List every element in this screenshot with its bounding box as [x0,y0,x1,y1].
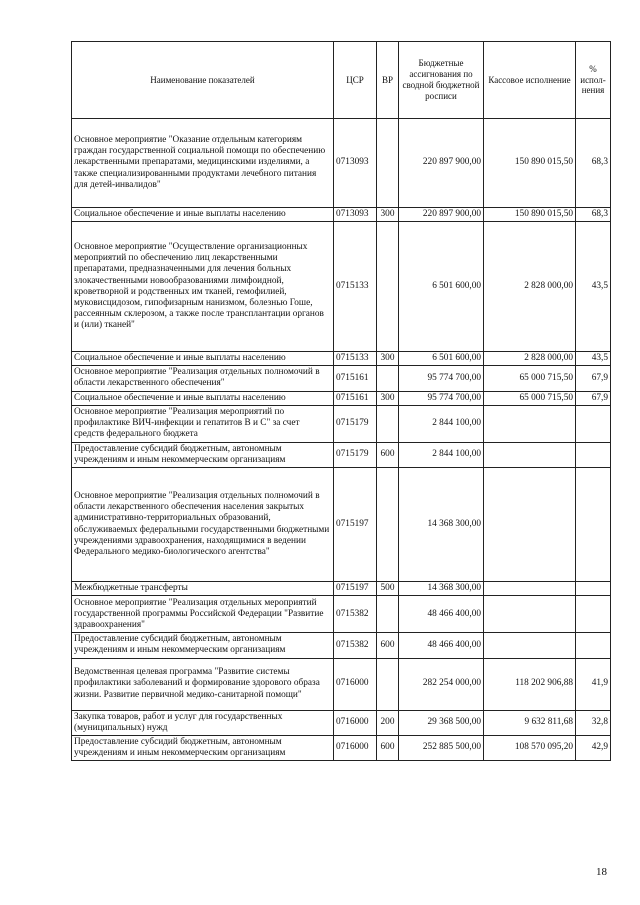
row-percent: 68,3 [576,208,611,222]
header-csr: ЦСР [334,42,377,119]
row-name: Предоставление субсидий бюджетным, автономным учреждениям и иным некоммерческим организациям [72,735,334,760]
row-csr: 0715179 [334,442,377,467]
row-vr [377,119,399,208]
row-vr: 300 [377,391,399,405]
table-row [72,222,611,352]
table-row [72,366,611,391]
table-row [72,710,611,735]
row-cash [484,596,576,633]
row-assigned: 29 368 500,00 [399,710,484,735]
row-vr: 600 [377,735,399,760]
row-vr: 300 [377,352,399,366]
row-assigned: 2 844 100,00 [399,442,484,467]
header-percent: % испол-нения [576,42,611,119]
row-percent [576,633,611,658]
row-cash: 118 202 906,88 [484,658,576,710]
table-row [72,442,611,467]
row-name: Социальное обеспечение и иные выплаты населению [72,352,334,366]
row-percent [576,596,611,633]
row-vr: 500 [377,582,399,596]
row-csr: 0716000 [334,710,377,735]
row-name: Предоставление субсидий бюджетным, автономным учреждениям и иным некоммерческим организациям [72,442,334,467]
row-csr: 0713093 [334,208,377,222]
row-cash: 2 828 000,00 [484,222,576,352]
row-cash: 9 632 811,68 [484,710,576,735]
row-percent [576,442,611,467]
row-name: Социальное обеспечение и иные выплаты населению [72,391,334,405]
row-percent [576,582,611,596]
row-vr: 600 [377,633,399,658]
row-name: Предоставление субсидий бюджетным, автономным учреждениям и иным некоммерческим организациям [72,633,334,658]
row-percent: 43,5 [576,352,611,366]
row-cash: 2 828 000,00 [484,352,576,366]
table-row [72,658,611,710]
row-vr [377,366,399,391]
row-name: Основное мероприятие "Реализация отдельных полномочий в области лекарственного обеспечения населения закрытых административно-территориальных образований, обслуживаемых федеральными государственными бюджетными учреждениями здравоохранения, находящимися в ведении Федерального медико-биологического агентства" [72,468,334,582]
row-percent [576,468,611,582]
row-assigned: 220 897 900,00 [399,119,484,208]
row-name: Основное мероприятие "Реализация отдельных полномочий в области лекарственного обеспечения" [72,366,334,391]
row-percent: 67,9 [576,366,611,391]
row-percent: 43,5 [576,222,611,352]
row-assigned: 48 466 400,00 [399,633,484,658]
row-cash: 65 000 715,50 [484,366,576,391]
row-name: Основное мероприятие "Оказание отдельным категориям граждан государственной социальной помощи по обеспечению лекарственными препаратами, медицинскими изделиями, а также специализированными продуктами лечебного питания для детей-инвалидов" [72,119,334,208]
row-csr: 0715161 [334,366,377,391]
table-row [72,119,611,208]
row-assigned: 2 844 100,00 [399,405,484,442]
row-cash [484,405,576,442]
row-csr: 0715161 [334,391,377,405]
row-csr: 0713093 [334,119,377,208]
row-csr: 0715133 [334,222,377,352]
row-name: Закупка товаров, работ и услуг для государственных (муниципальных) нужд [72,710,334,735]
row-assigned: 14 368 300,00 [399,582,484,596]
row-vr [377,405,399,442]
row-percent: 42,9 [576,735,611,760]
header-name: Наименование показателей [72,42,334,119]
table-row [72,596,611,633]
row-percent: 67,9 [576,391,611,405]
row-cash [484,442,576,467]
row-name: Ведомственная целевая программа "Развитие системы профилактики заболеваний и формирование здорового образа жизни. Развитие первичной медико-санитарной помощи" [72,658,334,710]
row-assigned: 282 254 000,00 [399,658,484,710]
row-vr [377,222,399,352]
row-name: Социальное обеспечение и иные выплаты населению [72,208,334,222]
table-body [72,119,611,761]
table-row [72,352,611,366]
row-name: Межбюджетные трансферты [72,582,334,596]
row-csr: 0716000 [334,735,377,760]
row-percent: 68,3 [576,119,611,208]
row-percent [576,405,611,442]
row-cash: 108 570 095,20 [484,735,576,760]
budget-table [71,41,611,761]
row-csr: 0715179 [334,405,377,442]
row-cash [484,633,576,658]
row-percent: 41,9 [576,658,611,710]
table-row [72,391,611,405]
row-cash: 65 000 715,50 [484,391,576,405]
table-row [72,405,611,442]
row-percent: 32,8 [576,710,611,735]
row-csr: 0716000 [334,658,377,710]
row-vr: 600 [377,442,399,467]
row-assigned: 48 466 400,00 [399,596,484,633]
table-row [72,468,611,582]
row-cash: 150 890 015,50 [484,208,576,222]
row-vr: 300 [377,208,399,222]
header-cash: Кассовое исполнение [484,42,576,119]
row-cash [484,582,576,596]
row-vr [377,468,399,582]
table-row [72,735,611,760]
row-name: Основное мероприятие "Осуществление организационных мероприятий по обеспечению лиц лекарственными препаратами, предназначенными для лечения больных злокачественными новообразованиями лимфоидной, кроветворной и родственных им тканей, гемофилией, муковисцидозом, гипофизарным нанизмом, болезнью Гоше, рассеянным склерозом, а также после трансплантации органов и (или) тканей" [72,222,334,352]
row-csr: 0715382 [334,633,377,658]
header-vr: ВР [377,42,399,119]
row-assigned: 95 774 700,00 [399,391,484,405]
row-assigned: 220 897 900,00 [399,208,484,222]
header-assigned: Бюджетные ассигнования по сводной бюджетной росписи [399,42,484,119]
row-csr: 0715133 [334,352,377,366]
row-assigned: 95 774 700,00 [399,366,484,391]
row-csr: 0715197 [334,468,377,582]
row-name: Основное мероприятие "Реализация мероприятий по профилактике ВИЧ-инфекции и гепатитов В и С" за счет средств федерального бюджета [72,405,334,442]
row-csr: 0715382 [334,596,377,633]
row-vr [377,596,399,633]
table-row [72,208,611,222]
row-cash [484,468,576,582]
table-header-row [72,42,611,119]
row-name: Основное мероприятие "Реализация отдельных мероприятий государственной программы Российской Федерации "Развитие здравоохранения" [72,596,334,633]
row-assigned: 14 368 300,00 [399,468,484,582]
page-number: 18 [596,866,607,878]
row-vr: 200 [377,710,399,735]
row-assigned: 252 885 500,00 [399,735,484,760]
row-assigned: 6 501 600,00 [399,352,484,366]
row-assigned: 6 501 600,00 [399,222,484,352]
row-cash: 150 890 015,50 [484,119,576,208]
table-row [72,582,611,596]
row-csr: 0715197 [334,582,377,596]
row-vr [377,658,399,710]
table-row [72,633,611,658]
